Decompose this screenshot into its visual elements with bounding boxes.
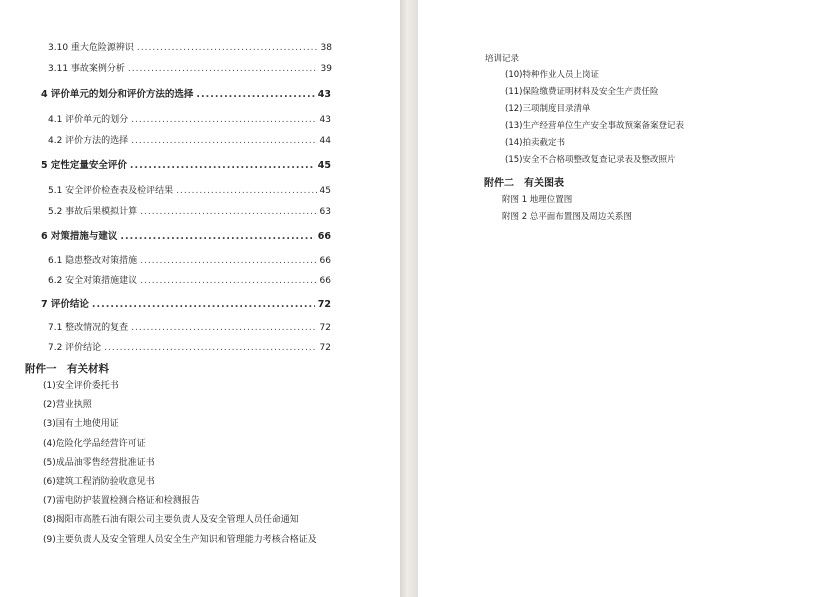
toc-chapter-title: 6 对策措施与建议 — [41, 231, 118, 242]
toc-entry[interactable] — [48, 206, 331, 218]
toc-entry-title: 5.1 安全评价检查表及检评结果 — [48, 186, 174, 196]
toc-dot-leader — [140, 206, 316, 218]
appendix-item: (9)主要负责人及安全管理人员安全生产知识和管理能力考核合格证及 — [43, 535, 317, 545]
toc-entry[interactable] — [48, 114, 331, 126]
appendix-item: (14)拍卖截定书 — [505, 138, 565, 148]
toc-page-number: 44 — [319, 136, 331, 146]
appendix-item: (1)安全评价委托书 — [43, 381, 119, 391]
appendix-item: (5)成品油零售经营批准证书 — [43, 458, 155, 468]
toc-dot-leader — [137, 42, 318, 54]
continuation-text: 培训记录 — [485, 54, 520, 64]
appendix-item: (12)三项制度目录清单 — [505, 104, 591, 114]
toc-page-number: 38 — [320, 43, 332, 53]
toc-dot-leader — [140, 255, 316, 267]
toc-page-number: 45 — [319, 186, 331, 196]
toc-page-number: 72 — [319, 343, 331, 353]
figure-item: 附图 1 地理位置图 — [502, 195, 573, 205]
toc-entry[interactable] — [48, 255, 331, 267]
toc-entry[interactable] — [48, 42, 332, 54]
toc-chapter[interactable] — [41, 160, 331, 172]
toc-dot-leader — [104, 342, 316, 354]
appendix-item: (6)建筑工程消防验收意见书 — [43, 477, 155, 487]
toc-chapter-title: 7 评价结论 — [41, 299, 89, 310]
appendix-two-title: 附件二 有关图表 — [484, 178, 564, 189]
toc-entry[interactable] — [48, 342, 331, 354]
toc-page-number: 66 — [319, 276, 331, 286]
toc-entry[interactable] — [48, 185, 331, 197]
toc-entry-title: 5.2 事故后果模拟计算 — [48, 207, 138, 217]
appendix-item: (8)揭阳市高胜石油有限公司主要负责人及安全管理人员任命通知 — [43, 515, 299, 525]
toc-entry-title: 6.1 隐患整改对策措施 — [48, 256, 138, 266]
toc-page-number: 66 — [317, 231, 331, 242]
toc-entry-title: 3.10 重大危险源辨识 — [48, 43, 134, 53]
appendix-item: (7)雷电防护装置检测合格证和检测报告 — [43, 496, 200, 506]
toc-page-number: 45 — [317, 160, 331, 171]
toc-dot-leader — [131, 114, 316, 126]
toc-page-number: 63 — [319, 207, 331, 217]
toc-page-number: 39 — [320, 64, 332, 74]
toc-entry-title: 4.2 评价方法的选择 — [48, 136, 129, 146]
toc-entry[interactable] — [48, 275, 331, 287]
toc-entry-title: 7.2 评价结论 — [48, 343, 102, 353]
appendix-item: (15)安全不合格项整改复查记录表及整改照片 — [505, 155, 676, 165]
toc-chapter[interactable] — [41, 299, 331, 311]
toc-page-number: 72 — [317, 299, 331, 310]
toc-dot-leader — [196, 89, 314, 101]
toc-page-number: 43 — [317, 89, 331, 100]
toc-dot-leader — [131, 135, 316, 147]
toc-dot-leader — [176, 185, 316, 197]
toc-entry[interactable] — [48, 135, 331, 147]
left-page — [0, 0, 400, 597]
appendix-item: (2)营业执照 — [43, 400, 92, 410]
toc-entry-title: 6.2 安全对策措施建议 — [48, 276, 138, 286]
appendix-item: (4)危险化学品经营许可证 — [43, 439, 146, 449]
toc-page-number: 72 — [319, 323, 331, 333]
right-page — [418, 0, 828, 597]
toc-entry-title: 7.1 整改情况的复查 — [48, 323, 129, 333]
toc-dot-leader — [128, 63, 318, 75]
toc-dot-leader — [140, 275, 316, 287]
toc-dot-leader — [131, 322, 316, 334]
figure-item: 附图 2 总平面布置图及周边关系图 — [502, 212, 632, 222]
appendix-one-title: 附件一 有关材料 — [25, 363, 109, 375]
toc-page-number: 43 — [319, 115, 331, 125]
page-gutter — [400, 0, 418, 597]
toc-dot-leader — [92, 299, 315, 311]
toc-chapter[interactable] — [41, 231, 331, 243]
appendix-item: (13)生产经营单位生产安全事故预案备案登记表 — [505, 121, 684, 131]
appendix-item: (3)国有土地使用证 — [43, 419, 119, 429]
toc-entry[interactable] — [48, 322, 331, 334]
appendix-item: (10)特种作业人员上岗证 — [505, 70, 599, 80]
toc-entry-title: 4.1 评价单元的划分 — [48, 115, 129, 125]
toc-dot-leader — [130, 160, 315, 172]
toc-chapter-title: 5 定性定量安全评价 — [41, 160, 127, 171]
toc-page-number: 66 — [319, 256, 331, 266]
toc-dot-leader — [120, 231, 314, 243]
appendix-item: (11)保险缴费证明材料及安全生产责任险 — [505, 87, 659, 97]
toc-entry[interactable] — [48, 63, 332, 75]
toc-chapter[interactable] — [41, 89, 331, 101]
toc-entry-title: 3.11 事故案例分析 — [48, 64, 125, 74]
toc-chapter-title: 4 评价单元的划分和评价方法的选择 — [41, 89, 194, 100]
